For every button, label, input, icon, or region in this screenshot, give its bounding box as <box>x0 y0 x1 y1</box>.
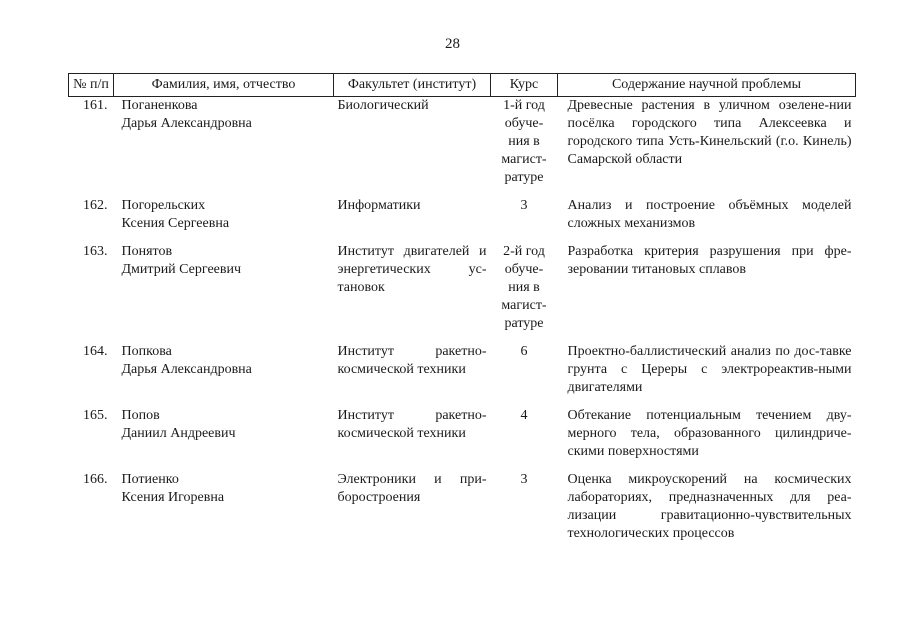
student-given-names: Дмитрий Сергеевич <box>121 262 242 277</box>
table-row <box>69 197 856 243</box>
student-name <box>114 97 334 198</box>
student-surname: Потиенко <box>121 472 179 487</box>
topic-cell: Оценка микроускорений на космических лабораториях, предназначенных для реа-лизации гравитационно-чувствительных технологических процессов <box>567 472 852 541</box>
header-course: Курс <box>491 74 558 97</box>
students-table <box>68 73 856 553</box>
faculty-cell: Институт ракетно-космической техники <box>337 344 487 377</box>
header-full-name: Фамилия, имя, отчество <box>114 74 334 97</box>
table-row <box>69 407 856 471</box>
table-row <box>69 243 856 343</box>
student-given-names: Даниил Андреевич <box>121 426 236 441</box>
student-name <box>114 197 334 243</box>
row-number: 162. <box>83 198 108 213</box>
student-surname: Погорельских <box>121 198 206 213</box>
student-given-names: Ксения Сергеевна <box>121 216 230 231</box>
student-given-names: Дарья Александровна <box>121 116 252 131</box>
course-cell: 6 <box>520 344 528 359</box>
topic-cell: Обтекание потенциальным течением дву-мерного тела, образованного цилиндриче-скими поверхностями <box>567 408 852 459</box>
student-surname: Понятов <box>121 244 173 259</box>
faculty-cell: Биологический <box>337 98 429 113</box>
faculty-cell: Информатики <box>337 198 421 213</box>
student-name <box>114 243 334 343</box>
topic-cell: Разработка критерия разрушения при фре-зеровании титановых сплавов <box>567 244 852 277</box>
course-cell: 3 <box>520 198 528 213</box>
faculty-cell: Электроники и при-боростроения <box>337 472 487 505</box>
student-surname: Попов <box>121 408 160 423</box>
row-number: 165. <box>83 408 108 423</box>
row-number: 161. <box>83 98 108 113</box>
student-name <box>114 471 334 553</box>
header-research-topic: Содержание научной проблемы <box>558 74 856 97</box>
student-given-names: Дарья Александровна <box>121 362 252 377</box>
faculty-cell: Институт ракетно-космической техники <box>337 408 487 441</box>
topic-cell: Древесные растения в уличном озелене-нии посёлка городского типа Алексеевка и городского типа Усть-Кинельский (г.о. Кинель) Самарской области <box>567 98 852 167</box>
table-header-row <box>69 74 856 97</box>
row-number: 163. <box>83 244 108 259</box>
topic-cell: Проектно-баллистический анализ по дос-тавке грунта с Цереры с электрореактив-ными двигателями <box>567 344 852 395</box>
faculty-cell: Институт двигателей и энергетических ус-тановок <box>337 244 487 295</box>
table-row <box>69 471 856 553</box>
header-number: № п/п <box>69 74 114 97</box>
course-cell: 2-й год обуче-ния в магист-ратуре <box>501 244 547 331</box>
student-surname: Поганенкова <box>121 98 198 113</box>
row-number: 164. <box>83 344 108 359</box>
course-cell: 1-й год обуче-ния в магист-ратуре <box>501 98 547 185</box>
student-name <box>114 343 334 407</box>
table-row <box>69 97 856 198</box>
student-given-names: Ксения Игоревна <box>121 490 225 505</box>
student-name <box>114 407 334 471</box>
table-row <box>69 343 856 407</box>
course-cell: 4 <box>520 408 528 423</box>
topic-cell: Анализ и построение объёмных моделей сложных механизмов <box>567 198 852 231</box>
header-faculty: Факультет (институт) <box>334 74 491 97</box>
page-number: 28 <box>445 36 460 52</box>
student-surname: Попкова <box>121 344 172 359</box>
row-number: 166. <box>83 472 108 487</box>
course-cell: 3 <box>520 472 528 487</box>
